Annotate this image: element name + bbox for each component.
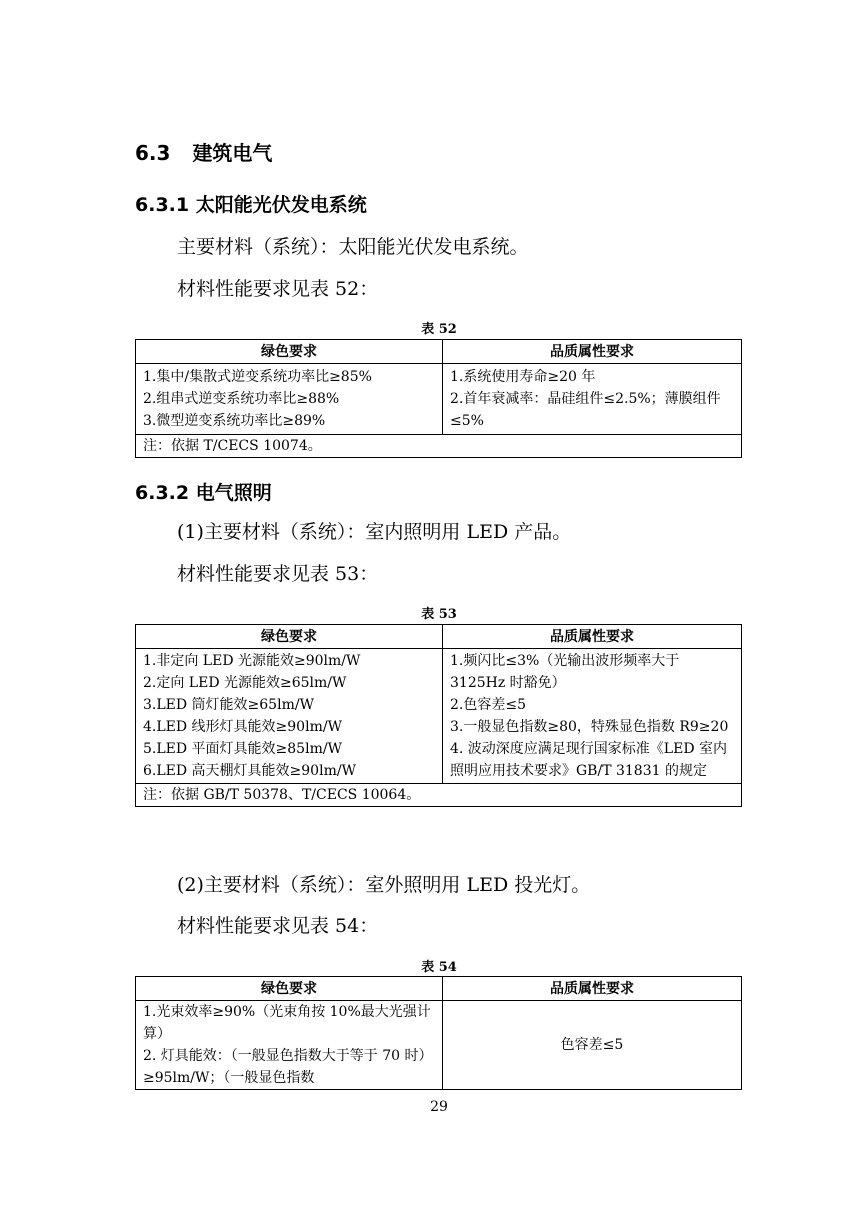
- page-number: 29: [430, 1099, 448, 1115]
- green-requirement-cell: [136, 364, 443, 435]
- table-note: 注：依据 T/CECS 10074。: [136, 435, 742, 458]
- table-54: [135, 976, 742, 1090]
- table-row: [136, 364, 742, 435]
- quality-requirement-cell: [443, 364, 742, 435]
- list-item: 1.系统使用寿命≥20 年: [450, 369, 596, 385]
- section-number: 6.3: [135, 141, 171, 165]
- header-quality-requirement: 品质属性要求: [443, 977, 742, 1001]
- list-item: 2.色容差≤5: [450, 697, 526, 713]
- table-52: [135, 339, 742, 458]
- header-green-requirement: 绿色要求: [136, 340, 443, 364]
- table-note-row: [136, 435, 742, 458]
- green-requirement-cell: [136, 1001, 443, 1090]
- list-item: 1.集中/集散式逆变系统功率比≥85%: [143, 369, 372, 385]
- header-green-requirement: 绿色要求: [136, 625, 443, 649]
- material-paragraph-1: 主要材料（系统）：太阳能光伏发电系统。: [177, 236, 529, 258]
- table-note: 注：依据 GB/T 50378、T/CECS 10064。: [136, 784, 742, 807]
- section-title: 建筑电气: [192, 141, 273, 165]
- quality-requirement-cell: [443, 649, 742, 784]
- table-52-caption: 表 52: [421, 322, 457, 337]
- list-item: 3.LED 筒灯能效≥65lm/W: [143, 697, 314, 713]
- list-item: 1.非定向 LED 光源能效≥90lm/W: [143, 653, 361, 669]
- table-53-caption: 表 53: [421, 607, 457, 622]
- table-row: [136, 649, 742, 784]
- list-item: 3.微型逆变系统功率比≥89%: [143, 413, 326, 429]
- list-item: 2. 灯具能效：（一般显色指数大于等于 70 时）≥95lm/W；（一般显色指数: [143, 1048, 433, 1086]
- table-reference-54: 材料性能要求见表 54：: [177, 915, 379, 937]
- list-item: 2.组串式逆变系统功率比≥88%: [143, 391, 340, 407]
- table-53: [135, 624, 742, 807]
- table-note-row: [136, 784, 742, 807]
- table-row: [136, 1001, 742, 1090]
- list-item: 6.LED 高天棚灯具能效≥90lm/W: [143, 763, 356, 779]
- list-item: 1.光束效率≥90%（光束角按 10%最大光强计算）: [143, 1004, 431, 1042]
- header-green-requirement: 绿色要求: [136, 977, 443, 1001]
- material-paragraph-3: (2)主要材料（系统）：室外照明用 LED 投光灯。: [177, 874, 591, 896]
- green-requirement-cell: [136, 649, 443, 784]
- list-item: 5.LED 平面灯具能效≥85lm/W: [143, 741, 342, 757]
- list-item: 2.首年衰减率：晶硅组件≤2.5%；薄膜组件≤5%: [450, 391, 721, 429]
- material-paragraph-2: (1)主要材料（系统）：室内照明用 LED 产品。: [177, 521, 572, 543]
- list-item: 1.频闪比≤3%（光输出波形频率大于 3125Hz 时豁免）: [450, 653, 680, 691]
- list-item: 2.定向 LED 光源能效≥65lm/W: [143, 675, 347, 691]
- table-reference-52: 材料性能要求见表 52：: [177, 278, 379, 300]
- table-header-row: [136, 977, 742, 1001]
- subsection-heading-631: 6.3.1 太阳能光伏发电系统: [135, 194, 367, 216]
- table-54-caption: 表 54: [421, 960, 457, 975]
- header-quality-requirement: 品质属性要求: [443, 625, 742, 649]
- table-reference-53: 材料性能要求见表 53：: [177, 563, 379, 585]
- list-item: 4.LED 线形灯具能效≥90lm/W: [143, 719, 342, 735]
- section-heading: [135, 137, 272, 166]
- list-item: 4. 波动深度应满足现行国家标准《LED 室内照明应用技术要求》GB/T 31831 的规定: [450, 741, 727, 779]
- list-item: 3.一般显色指数≥80，特殊显色指数 R9≥20: [450, 719, 729, 735]
- table-header-row: [136, 340, 742, 364]
- subsection-heading-632: 6.3.2 电气照明: [135, 482, 272, 504]
- quality-requirement-cell: 色容差≤5: [443, 1001, 742, 1090]
- table-header-row: [136, 625, 742, 649]
- header-quality-requirement: 品质属性要求: [443, 340, 742, 364]
